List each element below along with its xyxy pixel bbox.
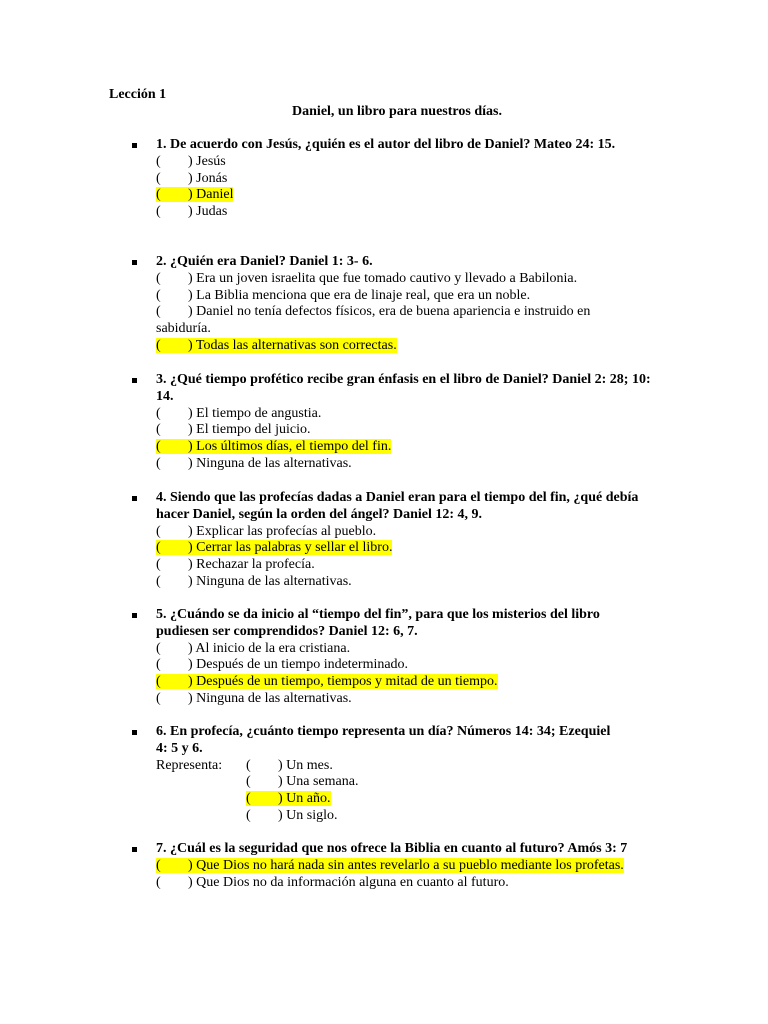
option: ( ) Daniel no tenía defectos físicos, era de buena apariencia e instruido en sabiduría. (156, 304, 591, 337)
option-highlighted: ( ) Los últimos días, el tiempo del fin. (156, 439, 392, 455)
represents-label: Representa: (156, 757, 223, 773)
question-text: 4. Siendo que las profecías dadas a Daniel eran para el tiempo del fin, ¿qué debía hacer Daniel, según la orden del ángel? Daniel 12: 4, 9. (156, 490, 639, 522)
lesson-label: Lección 1 (109, 87, 167, 102)
option: ( ) Ninguna de las alternativas. (156, 455, 352, 471)
bullet-icon (132, 260, 137, 265)
question-6 (156, 724, 616, 825)
option-highlighted: ( ) Daniel (156, 187, 234, 203)
question-1 (156, 137, 656, 221)
option: Representa: ( ) Un mes. (156, 757, 333, 773)
question-text: 6. En profecía, ¿cuánto tiempo representa un día? Números 14: 34; Ezequiel 4: 5 y 6. (156, 724, 611, 756)
bullet-icon (132, 613, 137, 618)
option-highlighted: ( ) Que Dios no hará nada sin antes revelarlo a su pueblo mediante los profetas. (156, 857, 624, 873)
question-text: 2. ¿Quién era Daniel? Daniel 1: 3- 6. (156, 254, 373, 269)
option-highlighted: ( ) Un año. (246, 791, 331, 807)
question-4 (156, 490, 656, 591)
option-highlighted: ( ) Después de un tiempo, tiempos y mitad de un tiempo. (156, 674, 498, 690)
question-5 (156, 607, 656, 708)
option: ( ) Después de un tiempo indeterminado. (156, 657, 409, 673)
question-2 (156, 254, 636, 355)
option: ( ) Rechazar la profecía. (156, 557, 315, 573)
option: ( ) Al inicio de la era cristiana. (156, 640, 351, 656)
option: ( ) El tiempo del juicio. (156, 422, 311, 438)
bullet-icon (132, 496, 137, 501)
option-highlighted: ( ) Todas las alternativas son correctas. (156, 337, 397, 353)
option: ( ) Ninguna de las alternativas. (156, 690, 352, 706)
bullet-icon (132, 378, 137, 383)
question-7 (156, 841, 656, 891)
question-text: 1. De acuerdo con Jesús, ¿quién es el autor del libro de Daniel? Mateo 24: 15. (156, 137, 616, 152)
option: ( ) Explicar las profecías al pueblo. (156, 523, 377, 539)
option: ( ) Una semana. (246, 774, 359, 790)
document-title: Daniel, un libro para nuestros días. (292, 104, 502, 119)
option: ( ) La Biblia menciona que era de linaje real, que era un noble. (156, 287, 531, 303)
question-text: 3. ¿Qué tiempo profético recibe gran énfasis en el libro de Daniel? Daniel 2: 28; 10: 14. (156, 372, 651, 404)
option: ( ) Ninguna de las alternativas. (156, 573, 352, 589)
option-highlighted: ( ) Cerrar las palabras y sellar el libro. (156, 540, 393, 556)
option: ( ) Que Dios no da información alguna en cuanto al futuro. (156, 874, 509, 890)
question-text: 7. ¿Cuál es la seguridad que nos ofrece la Biblia en cuanto al futuro? Amós 3: 7 (156, 841, 628, 856)
question-3 (156, 372, 656, 473)
option: ( ) Judas (156, 204, 228, 220)
option: ( ) Jonás (156, 170, 228, 186)
question-text: 5. ¿Cuándo se da inicio al “tiempo del fin”, para que los misterios del libro pudiesen ser comprendidos? Daniel 12: 6, 7. (156, 607, 600, 639)
bullet-icon (132, 847, 137, 852)
bullet-icon (132, 143, 137, 148)
option: ( ) El tiempo de angustia. (156, 405, 322, 421)
option: ( ) Jesús (156, 153, 226, 169)
bullet-icon (132, 730, 137, 735)
option: ( ) Era un joven israelita que fue tomado cautivo y llevado a Babilonia. (156, 270, 578, 286)
option: ( ) Un siglo. (246, 807, 338, 823)
